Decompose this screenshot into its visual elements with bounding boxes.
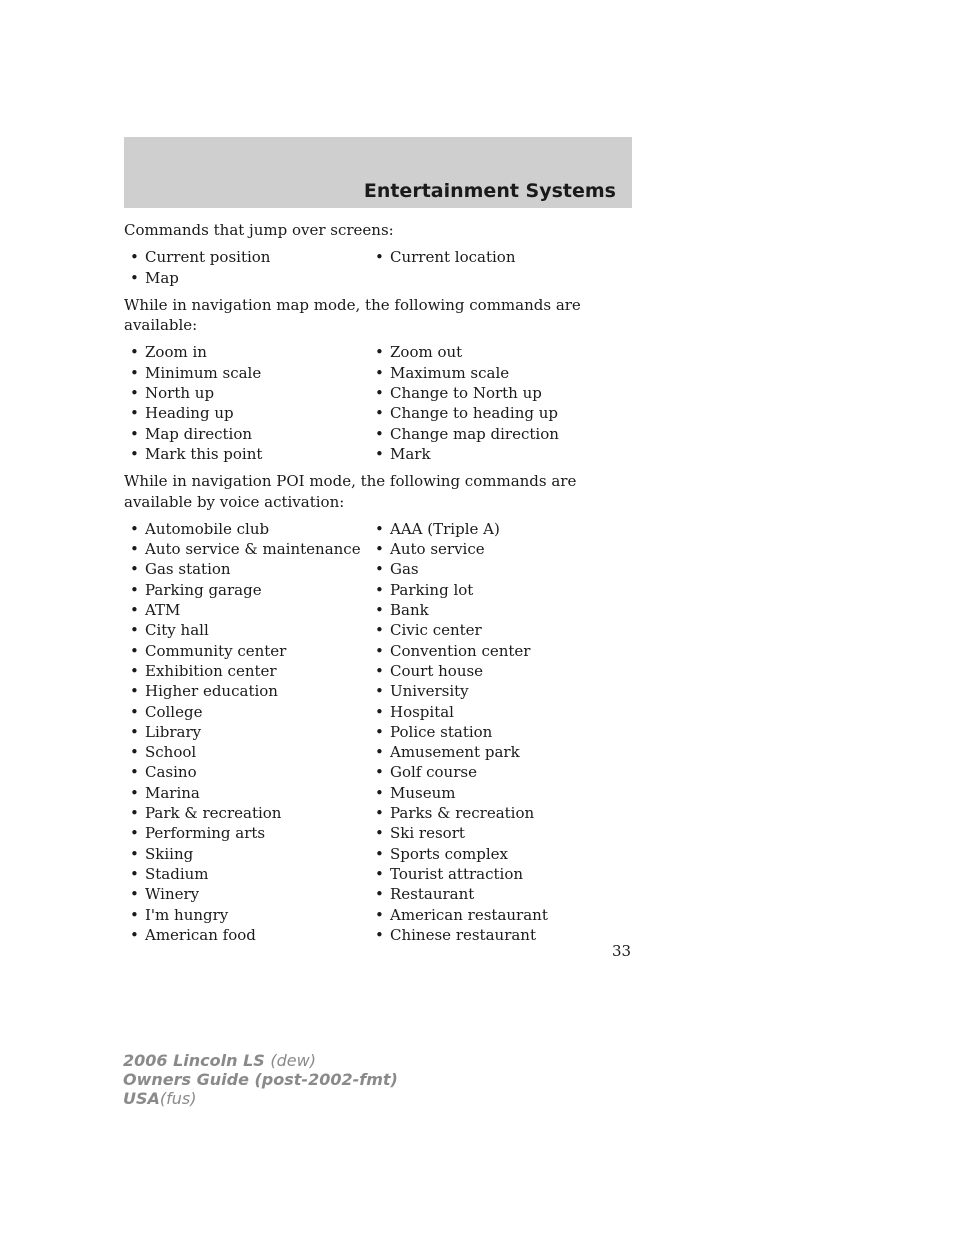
list-item bbox=[369, 925, 629, 945]
list-item bbox=[369, 884, 629, 904]
bullet-icon: • bbox=[130, 519, 139, 538]
command-list bbox=[124, 342, 644, 464]
list-item bbox=[369, 444, 629, 464]
bullet-icon: • bbox=[130, 661, 139, 680]
list-item-label: Heading up bbox=[145, 404, 234, 423]
bullet-icon: • bbox=[130, 783, 139, 802]
bullet-icon: • bbox=[130, 268, 139, 287]
document-footer bbox=[123, 1051, 398, 1108]
bullet-icon: • bbox=[130, 702, 139, 721]
list-item bbox=[369, 580, 629, 600]
list-item-label: Civic center bbox=[390, 621, 482, 640]
list-item-label: AAA (Triple A) bbox=[390, 519, 500, 538]
bullet-icon: • bbox=[130, 248, 139, 267]
list-item-label: Ski resort bbox=[390, 824, 465, 843]
section-intro: While in navigation map mode, the following commands are available: bbox=[124, 295, 581, 335]
bullet-icon: • bbox=[375, 404, 384, 423]
bullet-icon: • bbox=[375, 621, 384, 640]
footer-model-code: (dew) bbox=[270, 1051, 316, 1070]
list-item-label: Change map direction bbox=[390, 424, 559, 443]
list-item-label: ATM bbox=[145, 601, 181, 620]
footer-guide: Owners Guide (post-2002-fmt) bbox=[123, 1070, 398, 1089]
bullet-icon: • bbox=[375, 384, 384, 403]
list-item-label: Sports complex bbox=[390, 844, 508, 863]
list-item-label: Chinese restaurant bbox=[390, 925, 536, 944]
list-item bbox=[124, 620, 369, 640]
list-item bbox=[124, 383, 369, 403]
list-item-label: Library bbox=[145, 722, 202, 741]
list-item bbox=[369, 661, 629, 681]
bullet-icon: • bbox=[130, 885, 139, 904]
footer-line bbox=[123, 1051, 398, 1070]
section-header-band bbox=[124, 137, 632, 208]
section-intro: Commands that jump over screens: bbox=[124, 221, 394, 239]
list-item bbox=[369, 539, 629, 559]
footer-model: 2006 Lincoln LS bbox=[123, 1051, 265, 1070]
list-item bbox=[369, 742, 629, 762]
list-item bbox=[369, 864, 629, 884]
list-item-label: American food bbox=[145, 925, 256, 944]
list-item-label: Skiing bbox=[145, 844, 194, 863]
list-item bbox=[124, 641, 369, 661]
list-item-label: School bbox=[145, 743, 197, 762]
list-item bbox=[124, 681, 369, 701]
bullet-icon: • bbox=[375, 661, 384, 680]
bullet-icon: • bbox=[130, 864, 139, 883]
list-item bbox=[124, 722, 369, 742]
list-item-label: Mark this point bbox=[145, 444, 263, 463]
list-item-label: Casino bbox=[145, 763, 197, 782]
list-item bbox=[369, 722, 629, 742]
list-item bbox=[124, 539, 369, 559]
list-item bbox=[369, 403, 629, 423]
command-list bbox=[124, 519, 644, 945]
bullet-icon: • bbox=[375, 248, 384, 267]
list-item-label: Zoom in bbox=[145, 343, 207, 362]
list-item-label: Community center bbox=[145, 641, 287, 660]
list-item bbox=[369, 905, 629, 925]
section-title: Entertainment Systems bbox=[363, 180, 616, 202]
list-item bbox=[124, 762, 369, 782]
list-item-label: Map bbox=[145, 268, 179, 287]
bullet-icon: • bbox=[130, 905, 139, 924]
list-item bbox=[124, 783, 369, 803]
bullet-icon: • bbox=[130, 601, 139, 620]
bullet-icon: • bbox=[130, 804, 139, 823]
list-item-label: Current location bbox=[390, 248, 516, 267]
bullet-icon: • bbox=[130, 824, 139, 843]
list-item-label: Zoom out bbox=[390, 343, 463, 362]
list-item bbox=[124, 661, 369, 681]
list-item-label: Maximum scale bbox=[390, 363, 510, 382]
bullet-icon: • bbox=[375, 763, 384, 782]
list-item-label: Park & recreation bbox=[145, 804, 282, 823]
list-item bbox=[369, 519, 629, 539]
bullet-icon: • bbox=[375, 743, 384, 762]
list-item bbox=[124, 803, 369, 823]
bullet-icon: • bbox=[375, 905, 384, 924]
bullet-icon: • bbox=[130, 682, 139, 701]
bullet-icon: • bbox=[130, 404, 139, 423]
list-item bbox=[124, 424, 369, 444]
bullet-icon: • bbox=[130, 444, 139, 463]
list-item-label: Change to North up bbox=[390, 384, 542, 403]
list-item-label: University bbox=[390, 682, 469, 701]
list-item bbox=[124, 742, 369, 762]
list-item-label: Auto service & maintenance bbox=[145, 540, 361, 559]
list-item-label: Parking lot bbox=[390, 580, 474, 599]
section-intro: While in navigation POI mode, the following commands are available by voice activation: bbox=[124, 472, 577, 511]
list-item bbox=[369, 783, 629, 803]
bullet-icon: • bbox=[130, 641, 139, 660]
list-item bbox=[369, 247, 629, 267]
bullet-icon: • bbox=[375, 601, 384, 620]
list-item bbox=[369, 803, 629, 823]
list-item-label: Performing arts bbox=[145, 824, 266, 843]
list-item bbox=[124, 519, 369, 539]
list-item bbox=[369, 620, 629, 640]
list-item-label: Change to heading up bbox=[390, 404, 558, 423]
bullet-icon: • bbox=[375, 722, 384, 741]
bullet-icon: • bbox=[375, 824, 384, 843]
page-content bbox=[124, 220, 644, 952]
list-item-label: Parking garage bbox=[145, 580, 262, 599]
footer-line bbox=[123, 1089, 398, 1108]
list-item bbox=[369, 424, 629, 444]
bullet-icon: • bbox=[375, 885, 384, 904]
bullet-icon: • bbox=[375, 519, 384, 538]
list-item bbox=[124, 844, 369, 864]
list-item bbox=[369, 641, 629, 661]
bullet-icon: • bbox=[375, 682, 384, 701]
bullet-icon: • bbox=[130, 844, 139, 863]
list-item-label: Tourist attraction bbox=[390, 864, 524, 883]
list-item bbox=[369, 844, 629, 864]
bullet-icon: • bbox=[130, 763, 139, 782]
bullet-icon: • bbox=[130, 925, 139, 944]
bullet-icon: • bbox=[375, 844, 384, 863]
list-item bbox=[124, 702, 369, 722]
bullet-icon: • bbox=[375, 363, 384, 382]
list-item-label: Gas bbox=[390, 560, 419, 579]
list-item bbox=[124, 823, 369, 843]
bullet-icon: • bbox=[130, 560, 139, 579]
list-item-label: Auto service bbox=[390, 540, 485, 559]
list-item bbox=[369, 681, 629, 701]
list-item bbox=[369, 559, 629, 579]
bullet-icon: • bbox=[130, 621, 139, 640]
list-item bbox=[124, 268, 369, 288]
list-item bbox=[124, 600, 369, 620]
list-item-label: Higher education bbox=[145, 682, 278, 701]
bullet-icon: • bbox=[130, 580, 139, 599]
bullet-icon: • bbox=[375, 783, 384, 802]
list-item bbox=[369, 363, 629, 383]
list-item bbox=[124, 884, 369, 904]
list-item-label: North up bbox=[145, 384, 215, 403]
list-item bbox=[369, 383, 629, 403]
list-item-label: Map direction bbox=[145, 424, 253, 443]
list-item-label: Gas station bbox=[145, 560, 231, 579]
bullet-icon: • bbox=[130, 384, 139, 403]
list-item-label: Mark bbox=[390, 444, 431, 463]
list-item-label: Museum bbox=[390, 783, 456, 802]
list-item bbox=[124, 444, 369, 464]
list-item-label: Police station bbox=[390, 722, 493, 741]
list-item bbox=[369, 342, 629, 362]
list-item-label: Parks & recreation bbox=[390, 804, 535, 823]
footer-line bbox=[123, 1070, 398, 1089]
list-item-label: Convention center bbox=[390, 641, 531, 660]
list-item-label: Winery bbox=[145, 885, 200, 904]
list-item bbox=[124, 864, 369, 884]
bullet-icon: • bbox=[375, 702, 384, 721]
list-item bbox=[369, 702, 629, 722]
list-item-label: Golf course bbox=[390, 763, 477, 782]
bullet-icon: • bbox=[375, 540, 384, 559]
bullet-icon: • bbox=[130, 363, 139, 382]
bullet-icon: • bbox=[375, 641, 384, 660]
list-item-label: Marina bbox=[145, 783, 200, 802]
list-item-label: City hall bbox=[145, 621, 209, 640]
list-item bbox=[124, 559, 369, 579]
bullet-icon: • bbox=[375, 864, 384, 883]
list-item bbox=[369, 762, 629, 782]
bullet-icon: • bbox=[375, 343, 384, 362]
list-item bbox=[124, 580, 369, 600]
footer-market-code: (fus) bbox=[159, 1089, 197, 1108]
bullet-icon: • bbox=[375, 580, 384, 599]
list-item bbox=[124, 247, 369, 267]
bullet-icon: • bbox=[130, 540, 139, 559]
command-list bbox=[124, 247, 644, 288]
list-item-label: Court house bbox=[390, 661, 484, 680]
bullet-icon: • bbox=[130, 343, 139, 362]
bullet-icon: • bbox=[130, 722, 139, 741]
list-item bbox=[124, 925, 369, 945]
list-item-label: Minimum scale bbox=[145, 363, 262, 382]
bullet-icon: • bbox=[130, 424, 139, 443]
page-number: 33 bbox=[612, 942, 632, 960]
bullet-icon: • bbox=[130, 743, 139, 762]
list-item bbox=[369, 823, 629, 843]
bullet-icon: • bbox=[375, 424, 384, 443]
list-item bbox=[124, 342, 369, 362]
list-item-label: Current position bbox=[145, 248, 271, 267]
list-item-label: Amusement park bbox=[390, 743, 520, 762]
footer-market: USA bbox=[123, 1089, 160, 1108]
bullet-icon: • bbox=[375, 925, 384, 944]
list-item-label: Exhibition center bbox=[145, 661, 277, 680]
bullet-icon: • bbox=[375, 560, 384, 579]
list-item bbox=[369, 600, 629, 620]
list-item-label: Hospital bbox=[390, 702, 454, 721]
list-item-label: Restaurant bbox=[390, 885, 475, 904]
list-item-label: Bank bbox=[390, 601, 429, 620]
list-item-label: American restaurant bbox=[390, 905, 548, 924]
list-item bbox=[124, 403, 369, 423]
list-item-label: College bbox=[145, 702, 203, 721]
bullet-icon: • bbox=[375, 804, 384, 823]
list-item-label: I'm hungry bbox=[145, 905, 229, 924]
list-item bbox=[124, 905, 369, 925]
list-item-label: Stadium bbox=[145, 864, 209, 883]
bullet-icon: • bbox=[375, 444, 384, 463]
list-item-label: Automobile club bbox=[145, 519, 270, 538]
list-item bbox=[124, 363, 369, 383]
